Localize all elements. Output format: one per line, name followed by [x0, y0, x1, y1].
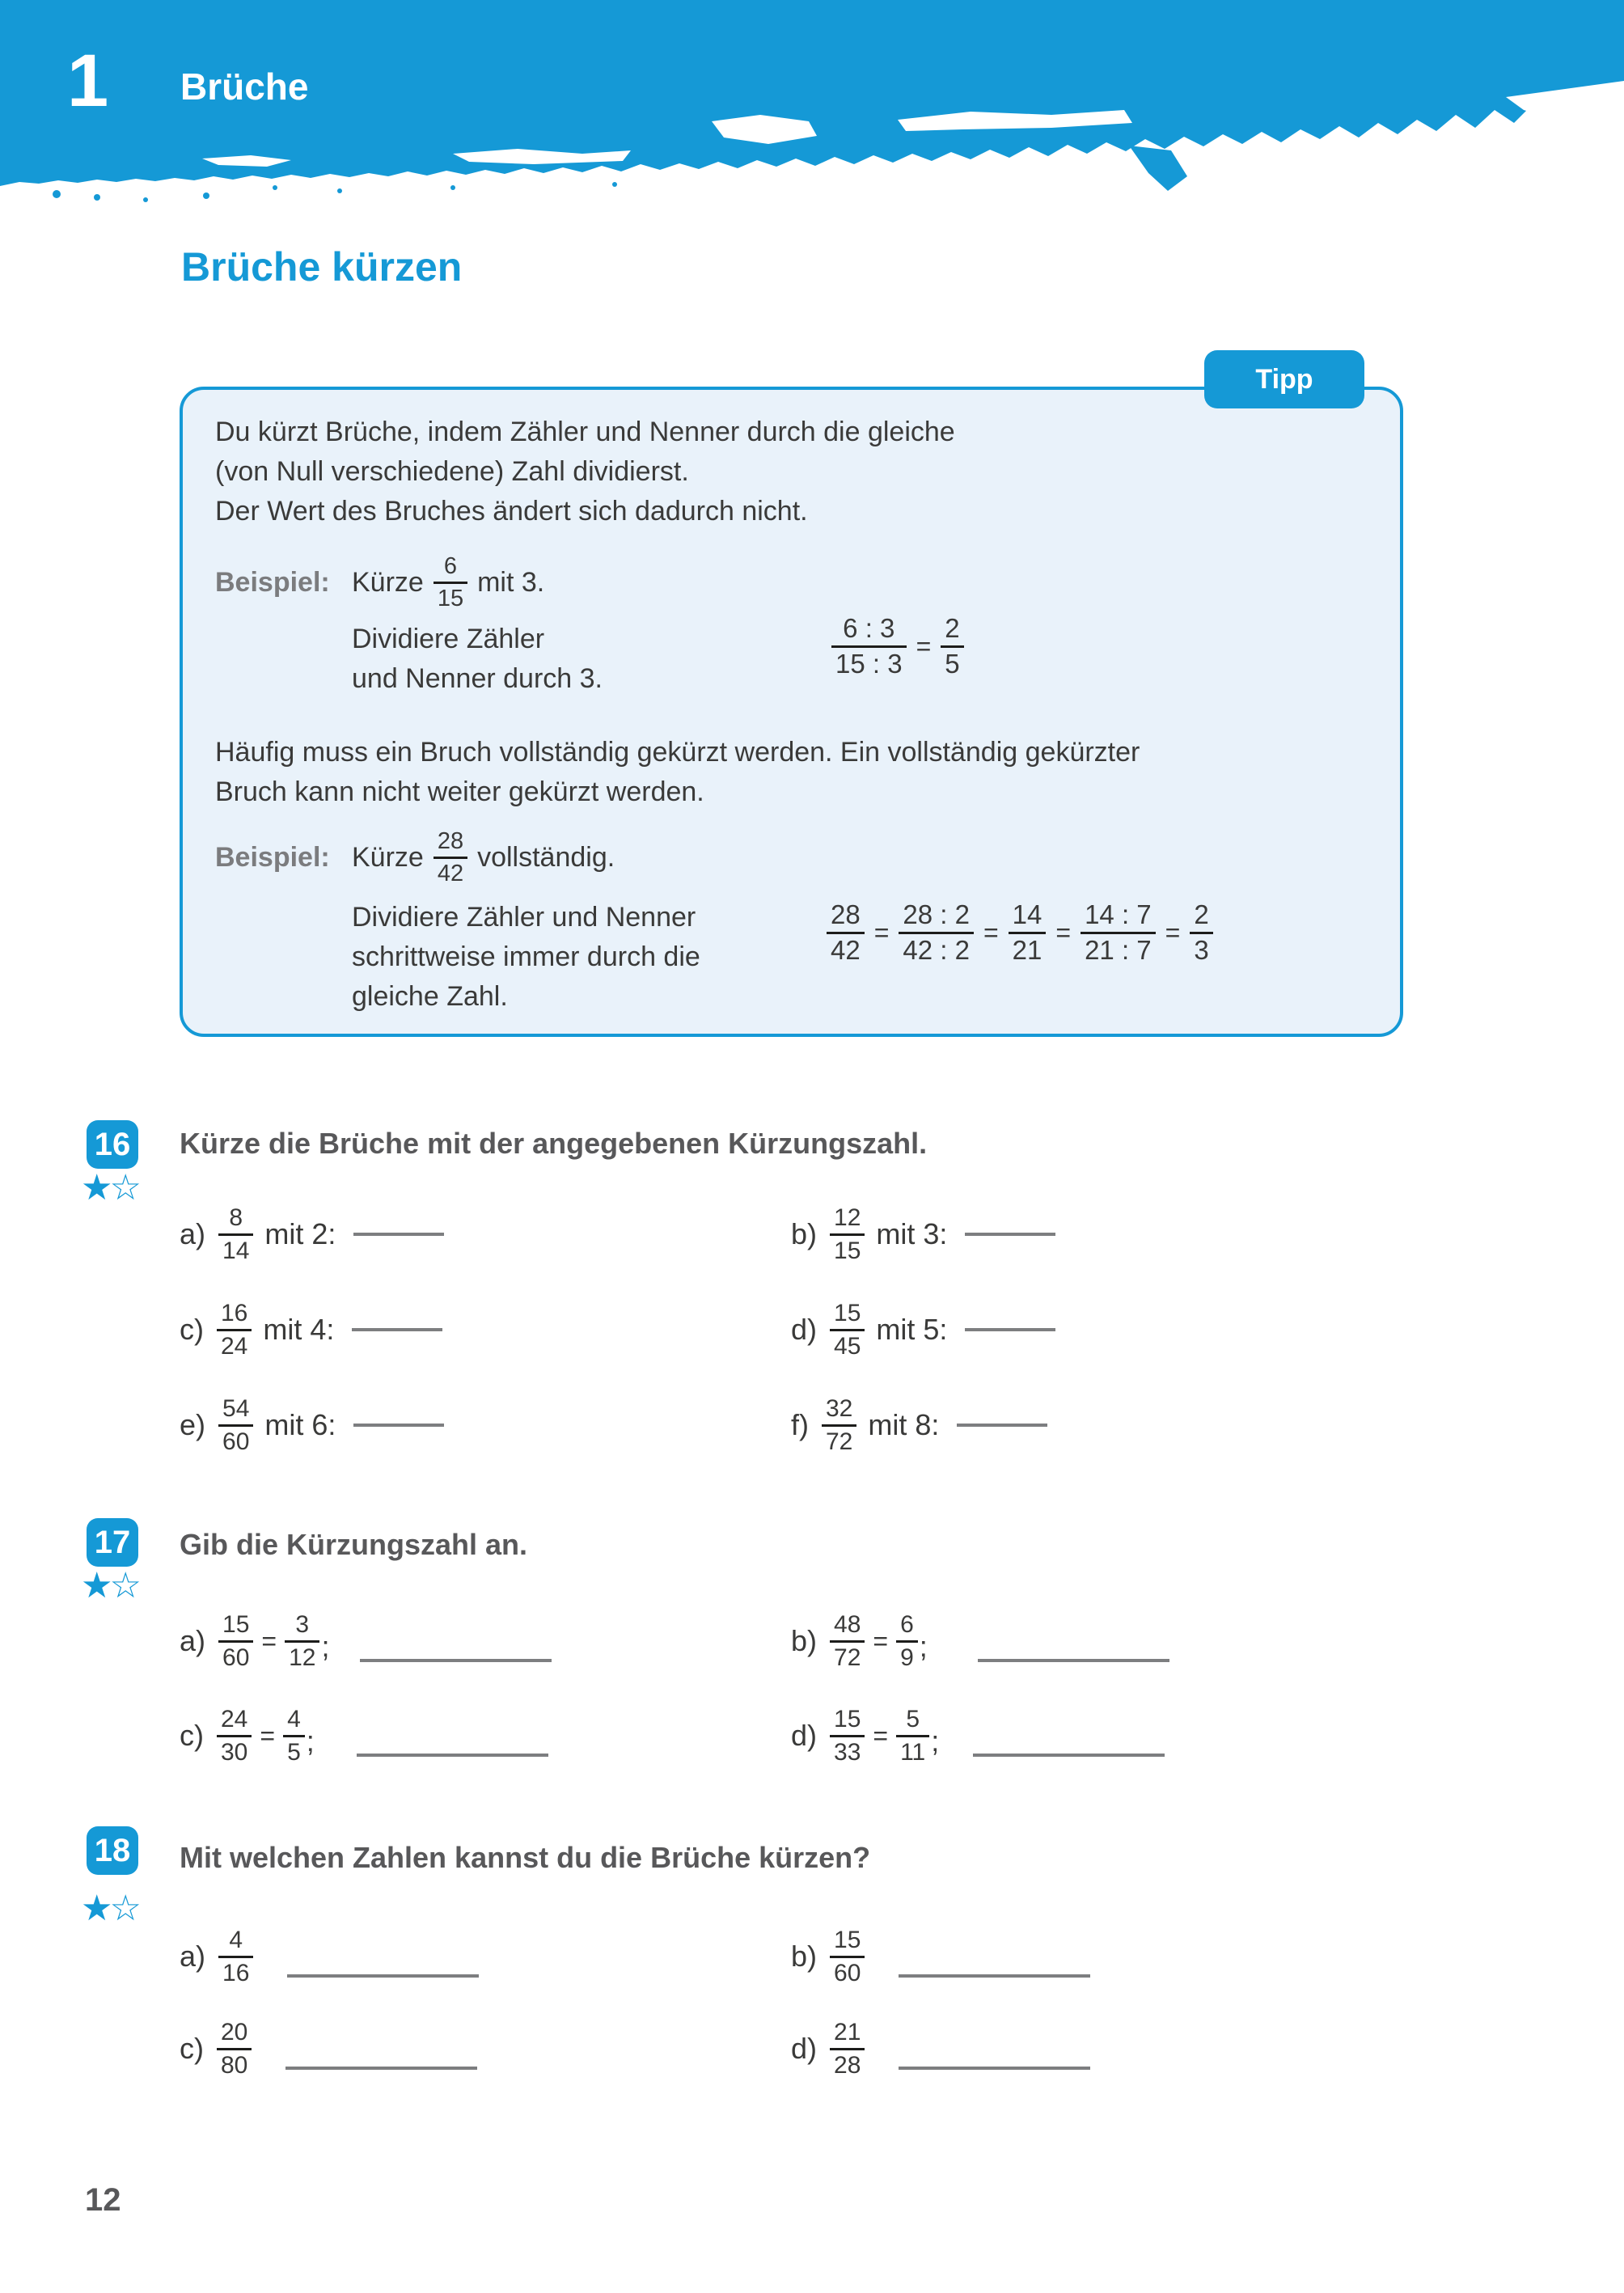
exercise-16-item-e: e) $\frac{54}{60}$ mit 6: [180, 1396, 444, 1454]
example-1-equation [831, 615, 964, 678]
example-pre-text: Kürze [352, 566, 424, 598]
exercise-title: Mit welchen Zahlen kannst du die Brüche kürzen? [180, 1841, 871, 1874]
fraction: $\frac{16}{24}$ [217, 1301, 252, 1359]
semicolon: ; [306, 1724, 315, 1758]
page-number: 12 [85, 2182, 121, 2218]
semicolon: ; [931, 1724, 940, 1758]
step-line: schrittweise immer durch die [352, 941, 700, 972]
fraction: $\frac{6}{15}$ [433, 554, 467, 611]
answer-line[interactable] [353, 1233, 444, 1236]
chapter-header [0, 0, 1624, 210]
answer-line[interactable] [965, 1233, 1055, 1236]
fraction: $\frac{28}{42}$ [827, 901, 865, 964]
exercise-16-item-a: a) $\frac{8}{14}$ mit 2: [180, 1205, 444, 1263]
example-2-steps [352, 898, 700, 1017]
fraction: $\frac{15}{45}$ [830, 1301, 865, 1359]
fraction: $\frac{4}{5}$ [283, 1707, 305, 1765]
exercise-16-item-c: c) $\frac{16}{24}$ mit 4: [180, 1301, 442, 1359]
fraction: $\frac{2}{5}$ [941, 615, 963, 678]
exercise-17-item-c: c) $\frac{24}{30}$ = $\frac{4}{5}$ ; [180, 1707, 548, 1765]
fraction: $\frac{5}{11}$ [896, 1707, 929, 1765]
tip-text-line: Bruch kann nicht weiter gekürzt werden. [215, 776, 704, 807]
tip-middle-paragraph [215, 733, 1140, 812]
star-rating [81, 1568, 138, 1604]
equals-sign: = [260, 1720, 276, 1750]
exercise-18 [0, 1826, 1624, 2150]
answer-line[interactable] [965, 1328, 1055, 1331]
answer-line[interactable] [360, 1659, 552, 1662]
fraction: $\frac{14}{21}$ [1009, 901, 1047, 964]
exercise-16-item-b: b) $\frac{12}{15}$ mit 3: [791, 1205, 1055, 1263]
exercise-18-item-c: c) $\frac{20}{80}$ [180, 2020, 477, 2078]
equals-sign: = [261, 1626, 277, 1656]
answer-line[interactable] [973, 1754, 1165, 1757]
answer-line[interactable] [978, 1659, 1169, 1662]
star-filled-icon: ★ [81, 1168, 110, 1208]
fraction: $\frac{15}{60}$ [830, 1927, 865, 1986]
example-label: Beispiel: [215, 841, 330, 873]
fraction: $\frac{15}{60}$ [218, 1612, 253, 1670]
fraction: $\frac{14 : 7}{21 : 7}$ [1081, 901, 1156, 964]
fraction: $\frac{20}{80}$ [217, 2020, 252, 2078]
star-filled-icon: ★ [81, 1889, 110, 1928]
answer-line[interactable] [352, 1328, 442, 1331]
equals-sign: = [1165, 917, 1181, 947]
star-outline-icon: ☆ [109, 1168, 138, 1208]
tip-text-line: Du kürzt Brüche, indem Zähler und Nenner durch die gleiche [215, 417, 955, 447]
example-post-text: mit 3. [477, 566, 545, 598]
chapter-number: 1 [67, 40, 109, 122]
tip-text-line: (von Null verschiedene) Zahl dividierst. [215, 456, 689, 487]
step-line: und Nenner durch 3. [352, 663, 603, 694]
semicolon: ; [321, 1630, 330, 1663]
example-pre-text: Kürze [352, 841, 424, 873]
exercise-number-badge: 16 [87, 1120, 138, 1169]
equals-sign: = [873, 917, 890, 947]
fraction: $\frac{6 : 3}{15 : 3}$ [831, 615, 907, 678]
answer-line[interactable] [285, 2067, 477, 2070]
exercise-17 [0, 1518, 1624, 1809]
equals-sign: = [873, 1720, 889, 1750]
tip-text-line: Der Wert des Bruches ändert sich dadurch nicht. [215, 496, 808, 527]
equals-sign: = [873, 1626, 889, 1656]
fraction: $\frac{24}{30}$ [217, 1707, 252, 1765]
tip-tab: Tipp [1204, 350, 1364, 408]
fraction: $\frac{32}{72}$ [822, 1396, 856, 1454]
star-outline-icon: ☆ [109, 1889, 138, 1928]
semicolon: ; [919, 1630, 928, 1663]
example-1-steps [352, 620, 603, 699]
answer-line[interactable] [353, 1424, 444, 1427]
example-label: Beispiel: [215, 566, 330, 598]
example-1-intro [215, 548, 544, 616]
example-2-intro [215, 823, 615, 891]
section-title: Brüche kürzen [181, 244, 463, 290]
star-rating [81, 1170, 138, 1206]
step-line: Dividiere Zähler [352, 624, 545, 654]
answer-line[interactable] [899, 2067, 1090, 2070]
example-2-equation [827, 901, 1213, 964]
star-filled-icon: ★ [81, 1566, 110, 1606]
exercise-17-item-d: d) $\frac{15}{33}$ = $\frac{5}{11}$ ; [791, 1707, 1165, 1765]
step-line: gleiche Zahl. [352, 981, 508, 1012]
equals-sign: = [1055, 917, 1072, 947]
fraction: $\frac{28 : 2}{42 : 2}$ [899, 901, 974, 964]
exercise-17-item-a: a) $\frac{15}{60}$ = $\frac{3}{12}$ ; [180, 1612, 552, 1670]
exercise-17-item-b: b) $\frac{48}{72}$ = $\frac{6}{9}$ ; [791, 1612, 1169, 1670]
exercise-number-badge: 18 [87, 1826, 138, 1875]
star-rating [81, 1891, 138, 1927]
fraction: $\frac{8}{14}$ [218, 1205, 253, 1263]
fraction: $\frac{2}{3}$ [1190, 901, 1212, 964]
tip-text-line: Häufig muss ein Bruch vollständig gekürzt werden. Ein vollständig gekürzter [215, 737, 1140, 768]
exercise-16-item-f: f) $\frac{32}{72}$ mit 8: [791, 1396, 1047, 1454]
exercise-number-badge: 17 [87, 1518, 138, 1567]
fraction: $\frac{28}{42}$ [433, 829, 467, 886]
fraction: $\frac{6}{9}$ [896, 1612, 918, 1670]
exercise-18-item-b: b) $\frac{15}{60}$ [791, 1927, 1090, 1986]
exercise-title: Kürze die Brüche mit der angegebenen Kürzungszahl. [180, 1127, 928, 1160]
chapter-title: Brüche [180, 66, 309, 108]
answer-line[interactable] [899, 1974, 1090, 1978]
star-outline-icon: ☆ [109, 1566, 138, 1606]
fraction: $\frac{21}{28}$ [830, 2020, 865, 2078]
answer-line[interactable] [357, 1754, 548, 1757]
exercise-title: Gib die Kürzungszahl an. [180, 1528, 528, 1561]
fraction: $\frac{48}{72}$ [830, 1612, 865, 1670]
fraction: $\frac{3}{12}$ [285, 1612, 319, 1670]
step-line: Dividiere Zähler und Nenner [352, 902, 696, 933]
tip-box [180, 363, 1403, 1037]
exercise-18-item-d: d) $\frac{21}{28}$ [791, 2020, 1090, 2078]
fraction: $\frac{4}{16}$ [218, 1927, 253, 1986]
answer-line[interactable] [287, 1974, 479, 1978]
tip-intro-paragraph [215, 412, 955, 531]
exercise-16 [0, 1120, 1624, 1500]
exercise-16-item-d: d) $\frac{15}{45}$ mit 5: [791, 1301, 1055, 1359]
exercise-18-item-a: a) $\frac{4}{16}$ [180, 1927, 479, 1986]
fraction: $\frac{54}{60}$ [218, 1396, 253, 1454]
equals-sign: = [916, 631, 932, 661]
example-post-text: vollständig. [477, 841, 615, 873]
fraction: $\frac{15}{33}$ [830, 1707, 865, 1765]
equals-sign: = [983, 917, 999, 947]
answer-line[interactable] [957, 1424, 1047, 1427]
fraction: $\frac{12}{15}$ [830, 1205, 865, 1263]
